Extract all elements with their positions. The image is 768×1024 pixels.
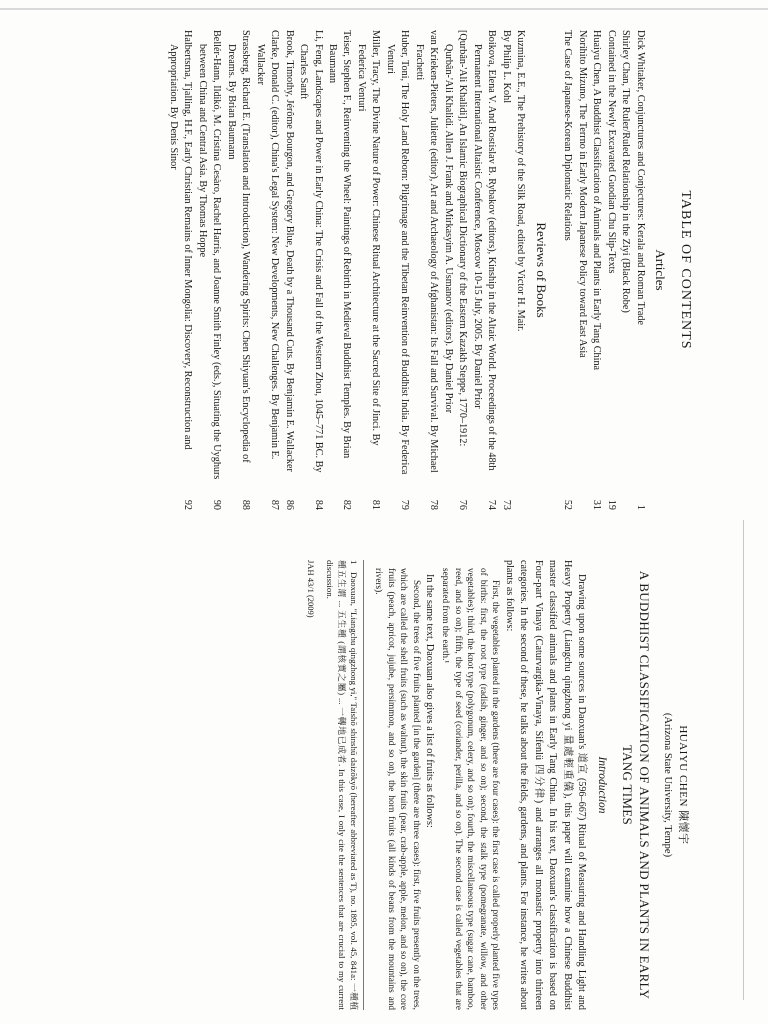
toc-entry-text: van Krieken-Pieters, Juliette (editor), Art and Archaeology of Afghanistan: Its Fall and Survival. By Michael Frachetti [413, 30, 440, 473]
toc-entry-page: 81 [370, 499, 382, 510]
toc-entry [194, 30, 223, 510]
toc-entry-text: Huaiyu Chen, A Buddhist Classification of Animals and Plants in Early Tang China [591, 30, 603, 371]
toc-entry-page: 87 [269, 499, 281, 510]
scan-top-edge [0, 8, 768, 10]
introduction-heading: Introduction [596, 756, 609, 814]
block-quote: First, the vegetables planted in the gardens (there are four cases): the first case is called properly planted five types of births: first, the root type (radish, ginger, and so on); second, the stalk type (pomegranate, willow, and other vegetables); third, the knot type (polygonum, celery, and so on); fourth, the miscellaneous type (sugar cane, bamboo, reed, and so on); fifth, the type of seed (coriander, perilla, and so on). The second case is called vegetables that are separated from the earth.¹ [439, 568, 501, 1010]
toc-entry-text: Li, Feng, Landscapes and Power in Early China: The Crisis and Fall of the Western Zhou, 1045–771 BC. By Charles Sanft [298, 30, 324, 473]
toc-entry [603, 30, 617, 510]
body-paragraph: Drawing upon some sources in Daoxuan's 道宣 (596–667) Ritual of Measuring and Handling Light and Heavy Property (Liangchu qingzhong yi 量處輕重儀), this paper will examine how a Chinese Buddhist master classified animals and plants in Early Tang China. In his text, Daoxuan's classification is based on Four-part Vinaya (Caturvargika-Vinaya, Sifenlü 四分律) and arranges all monastic property into thirteen categories. In the second of these, he talks about the fields, gardens, and plants. For instance, he writes about plants as follows: [503, 560, 588, 1010]
block-quote: Second, the trees of five fruits planted [in the garden] (there are three cases): first, five fruits presently on the trees, which are called the shell fruits (such as walnut), the skin fruits (pear, crab-apple, apple, melon, and so on), the core fruits (peach, apricot, jujube, persimmon, and so on), the horn fruits (all kinds of beans from the mountains and rivers). [373, 568, 421, 1010]
toc-entry [165, 30, 194, 510]
toc-entry-text: Miller, Tracy, The Divine Nature of Power: Chinese Ritual Architecture at the Sacred Site of Jinci. By Federica Venturi [355, 30, 382, 446]
toc-entry [513, 30, 527, 510]
toc-entry [223, 30, 252, 510]
toc-entry-text: Clarke, Donald C. (editor), China's Legal System: New Developments, New Challenges. By Benjamin E. Wallacker [254, 30, 281, 460]
toc-entry-text: Contained in the Newly Excavated Guodian Chu Slip-Texts [605, 30, 617, 274]
articles-heading: Articles [653, 249, 669, 291]
toc-entry-page: 86 [283, 499, 295, 510]
footnote-text: Daoxuan, "Liangchu qingzhong yi," Taishō shinshū daizōkyō (hereafter abbreviated as T), no. 1895, vol. 45, 841a: 一種植種五生謂 ... 五生種 (謂核實之屬) ... 一轉地已成者. In this case, I only cite the sentences that are crucial to my current discussion. [325, 560, 359, 1010]
footnote-number: 1 [348, 560, 359, 565]
toc-entry-text: Dick Whitaker, Conjunctures and Conjectures: Kerala and Roman Trade [634, 30, 646, 326]
toc-entry-page: 88 [240, 499, 252, 510]
toc-entry-page: 82 [341, 499, 353, 510]
toc-entry [498, 30, 512, 510]
toc-entry [440, 30, 469, 510]
toc-entry-page: 19 [605, 499, 617, 510]
toc-entry [589, 30, 603, 510]
toc-entry-page: 79 [399, 499, 411, 510]
toc-entry-page: 1 [634, 504, 646, 510]
toc-entry-text: Teiser, Stephen F., Reinventing the Wheel: Paintings of Rebirth in Medieval Buddhist Temples. By Brian Baumann [327, 30, 353, 459]
toc-entry [469, 30, 498, 510]
toc-entry-text: Boikova, Elena V. And Rostislav B. Rybakov (editors), Kinship in the Altaic World. Proceedings of the 48th Permanent International Altaistic Conference, Moscow 10-15 July, 2005. By Daniel Prior [471, 30, 498, 471]
toc-entry-text: Bellér-Hann, Ildikó, M. Cristina Cesàro, Rachel Harris, and Joanne Smith Finley (eds.), Situating the Uyghurs between China and Central Asia. By Thomas Hoppe [196, 30, 223, 480]
reviews-list [165, 30, 527, 510]
toc-entry-text: Huber, Toni, The Holy Land Reborn: Pilgrimage and the Tibetan Reinvention of Buddhist India. By Federica Venturi [384, 30, 411, 475]
footnote [323, 560, 364, 1010]
toc-entry [632, 30, 646, 510]
toc-entry-page: 92 [182, 499, 194, 510]
toc-entry-text: Shirley Chan, The Ruler/Ruled Relationship in the Ziyi (Black Robe) [620, 30, 632, 313]
body-paragraph: In the same text, Daoxuan also gives a list of fruits as follows: [424, 574, 436, 828]
toc-entry-text: Kuzmina, E.E., The Prehistory of the Silk Road, edited by Victor H. Mair. [515, 30, 527, 332]
toc-title: TABLE OF CONTENTS [678, 190, 693, 350]
toc-entry-page: 78 [428, 499, 440, 510]
toc-entry [382, 30, 411, 510]
toc-entry-page: 76 [457, 499, 469, 510]
articles-list [560, 30, 647, 510]
toc-entry-text: Strassberg, Richard E. (Translation and Introduction), Wandering Spirits: Chen Shiyuan's Encyclopedia of Dreams. By Brian Baumann [225, 30, 252, 463]
toc-entry-page: 84 [312, 499, 324, 510]
page-gutter-line [743, 520, 744, 1000]
toc-entry-page: 74 [486, 499, 498, 510]
toc-entry-text: By Philip L. Kohl [500, 30, 512, 104]
toc-entry [281, 30, 295, 510]
toc-entry [411, 30, 440, 510]
toc-entry [618, 30, 632, 510]
toc-entry-page: 90 [211, 499, 223, 510]
toc-entry [252, 30, 281, 510]
journal-citation: JAH 43/1 (2009) [306, 560, 317, 618]
toc-entry-page: 73 [500, 499, 512, 510]
author-affiliation: (Arizona State University, Tempe) [662, 712, 674, 858]
toc-entry-page: 52 [562, 499, 574, 510]
toc-entry-text: [Qurbân-'Ali Khalidi], An Islamic Biographical Dictionary of the Eastern Kazakh Steppe, 1770–1912: Qurbân-'Ali Khalidi. Allen J. Frank and Mirkasyim A. Usmanov (editors). By Daniel Prior [442, 30, 469, 447]
toc-entry-text: Norihito Mizuno, The Terrno in Early Modern Japanese Policy toward East Asia [576, 30, 588, 358]
article-first-page [280, 560, 690, 1010]
toc-entry [560, 30, 574, 510]
toc-entry [296, 30, 325, 510]
toc-entry [354, 30, 383, 510]
toc-entry-text: The Case of Japanese-Korean Diplomatic Relations [562, 30, 574, 241]
toc-entry [574, 30, 588, 510]
toc-entry [325, 30, 354, 510]
toc-entry-page: 31 [591, 499, 603, 510]
table-of-contents-page [167, 30, 695, 510]
reviews-heading: Reviews of Books [533, 222, 549, 318]
article-title: A BUDDHIST CLASSIFICATION OF ANIMALS AND PLANTS IN EARLY TANG TIMES [619, 570, 653, 1000]
toc-entry-text: Halbertsma, Tjalling, H.F., Early Christian Remains of Inner Mongolia: Discovery, Reconstruction and Appropriation. By Denis Sinor [167, 30, 194, 450]
author-name: HUAIYU CHEN 陳懷宇 [677, 725, 689, 845]
toc-entry-text: Brook, Timothy, Jérôme Bourgon, and Gregory Blue, Death by a Thousand Cuts. By Benjamin E. Wallacker [283, 30, 295, 472]
